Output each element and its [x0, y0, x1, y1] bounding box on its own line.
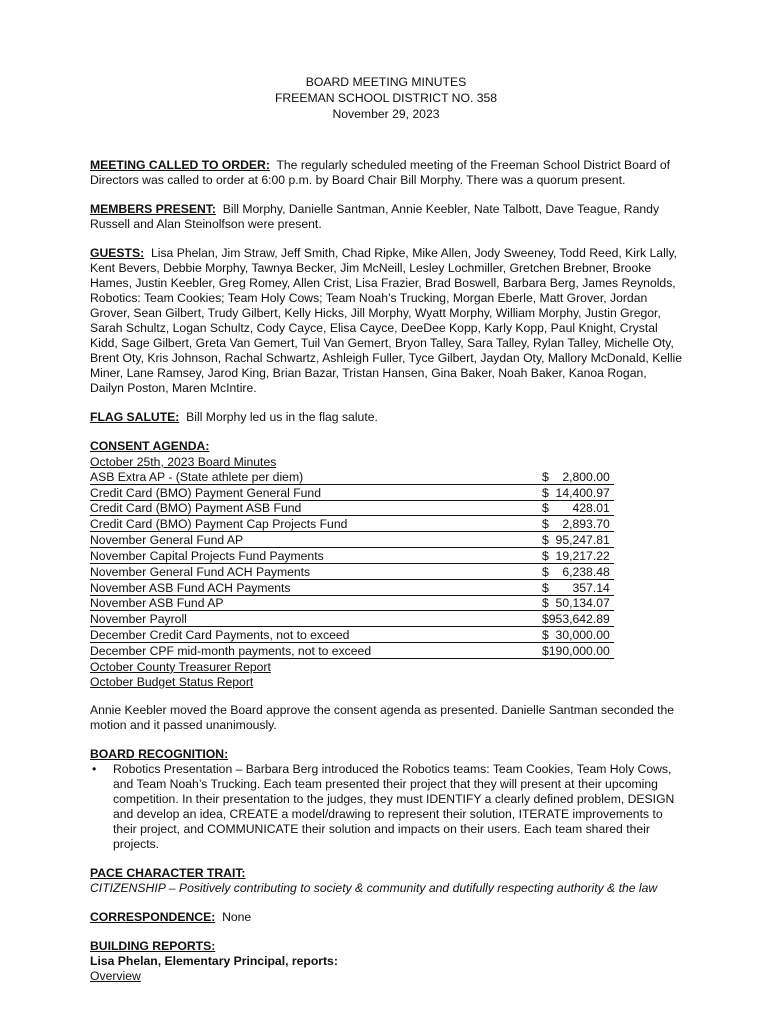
- bullet-icon: •: [92, 761, 97, 776]
- consent-item-label: October 25th, 2023 Board Minutes: [90, 454, 277, 469]
- table-row: [90, 548, 614, 564]
- table-row: [90, 516, 614, 532]
- recognition-text: Robotics Presentation – Barbara Berg introduced the Robotics teams: Team Cookies, Team Holy Cows, and Team Noah’s Trucking. Each team presented their project that they will present at their upcoming competition. In their presentation to the judges, they must IDENTIFY a clearly defined problem, DESIGN and develop an idea, CREATE a model/drawing to represent their solution, ITERATE improvements to their project, and COMMUNICATE their solution and impacts on their users. Each team shared their projects.: [113, 761, 675, 851]
- consent-agenda-table: [90, 454, 614, 689]
- consent-item-amount: $ 428.01: [542, 500, 614, 516]
- consent-item-label: November General Fund AP: [90, 532, 542, 548]
- consent-item-label: Credit Card (BMO) Payment General Fund: [90, 484, 542, 500]
- pace-trait-section: [90, 866, 682, 896]
- consent-item-amount: $ 2,893.70: [542, 516, 614, 532]
- consent-motion-text: Annie Keebler moved the Board approve the consent agenda as presented. Danielle Santman seconded the motion and it passed unanimously.: [90, 702, 675, 732]
- header-date: November 29, 2023: [332, 107, 440, 121]
- members-present-section: [90, 202, 682, 232]
- consent-item-amount: [542, 674, 614, 689]
- table-row: [90, 658, 614, 673]
- correspondence-text: None: [222, 909, 252, 924]
- consent-item-amount: $ 50,134.07: [542, 595, 614, 611]
- building-reports-subheading: Lisa Phelan, Elementary Principal, reports:: [90, 953, 338, 968]
- consent-agenda-section: [90, 439, 682, 733]
- consent-item-amount: [542, 454, 614, 469]
- called-to-order-section: [90, 158, 682, 188]
- correspondence-label: CORRESPONDENCE:: [90, 909, 216, 924]
- table-row: [90, 611, 614, 627]
- consent-item-label: November ASB Fund AP: [90, 595, 542, 611]
- consent-item-amount: $ 2,800.00: [542, 469, 614, 484]
- consent-item-amount: $ 19,217.22: [542, 548, 614, 564]
- consent-item-amount: $953,642.89: [542, 611, 614, 627]
- table-row: [90, 563, 614, 579]
- table-row: [90, 469, 614, 484]
- table-row: [90, 595, 614, 611]
- guests-text: Lisa Phelan, Jim Straw, Jeff Smith, Chad Ripke, Mike Allen, Jody Sweeney, Todd Reed, Kirk Lally, Kent Bevers, Debbie Morphy, Tawnya Becker, Jim McNeill, Lesley Lochmiller, Gretchen Brebner, Brooke Hames, Justin Keebler, Greg Romey, Allen Crist, Lisa Frazier, Brad Boswell, Barbara Berg, James Reynolds, Robotics: Team Cookies; Team Holy Cows; Team Noah’s Trucking, Morgan Eberle, Matt Grover, Jordan Grover, Sean Gilbert, Trudy Gilbert, Kelly Hicks, Jill Morphy, Wyatt Morphy, William Morphy, Justin Gregor, Sarah Schultz, Logan Schultz, Cody Cayce, Elisa Cayce, DeeDee Kopp, Karly Kopp, Paul Knight, Crystal Kidd, Sage Gilbert, Greta Van Gemert, Tuil Van Gemert, Bryon Talley, Sara Talley, Rylan Talley, Michelle Oty, Brent Oty, Kris Johnson, Rachal Schwartz, Ashleigh Fuller, Tyce Gilbert, Jaydan Oty, Mallory McDonald, Kellie Miner, Lane Ramsey, Jarod King, Brian Bazar, Tristan Hansen, Gina Baker, Noah Baker, Kanoa Rogan, Dailyn Poston, Maren McIntire.: [90, 246, 683, 395]
- table-row: [90, 454, 614, 469]
- consent-item-amount: $ 6,238.48: [542, 563, 614, 579]
- guests-label: GUESTS:: [90, 246, 145, 260]
- guests-section: [90, 246, 682, 396]
- consent-item-label: ASB Extra AP - (State athlete per diem): [90, 469, 542, 484]
- members-present-text: Bill Morphy, Danielle Santman, Annie Keebler, Nate Talbott, Dave Teague, Randy Russell and Alan Steinolfson were present.: [90, 202, 660, 231]
- consent-item-label: October County Treasurer Report: [90, 659, 271, 674]
- consent-item-amount: [542, 658, 614, 673]
- consent-item-label: December Credit Card Payments, not to exceed: [90, 627, 542, 643]
- header-district: FREEMAN SCHOOL DISTRICT NO. 358: [274, 91, 498, 105]
- building-reports-section: [90, 939, 682, 984]
- table-row: [90, 532, 614, 548]
- consent-item-label: Credit Card (BMO) Payment Cap Projects Fund: [90, 516, 542, 532]
- consent-item-label: November ASB Fund ACH Payments: [90, 579, 542, 595]
- flag-salute-label: FLAG SALUTE:: [90, 410, 180, 424]
- table-row: [90, 643, 614, 659]
- members-present-label: MEMBERS PRESENT:: [90, 202, 216, 216]
- consent-item-label: December CPF mid-month payments, not to exceed: [90, 643, 542, 659]
- consent-item-label: November Capital Projects Fund Payments: [90, 548, 542, 564]
- consent-item-amount: $ 14,400.97: [542, 484, 614, 500]
- called-to-order-label: MEETING CALLED TO ORDER:: [90, 158, 270, 172]
- consent-item-label: October Budget Status Report: [90, 674, 254, 689]
- pace-trait-label: PACE CHARACTER TRAIT:: [90, 865, 246, 880]
- table-row: [90, 484, 614, 500]
- consent-agenda-label: CONSENT AGENDA:: [90, 439, 210, 453]
- consent-item-amount: $190,000.00: [542, 643, 614, 659]
- table-row: [90, 500, 614, 516]
- consent-item-amount: $ 95,247.81: [542, 532, 614, 548]
- minutes-page: [90, 74, 682, 984]
- correspondence-section: [90, 910, 682, 925]
- table-row: [90, 627, 614, 643]
- consent-item-amount: $ 30,000.00: [542, 627, 614, 643]
- flag-salute-section: [90, 410, 682, 425]
- building-reports-overview: Overview: [90, 968, 141, 983]
- table-row: [90, 674, 614, 689]
- building-reports-label: BUILDING REPORTS:: [90, 938, 216, 953]
- board-recognition-label: BOARD RECOGNITION:: [90, 746, 229, 761]
- list-item: [90, 762, 682, 852]
- board-recognition-section: [90, 747, 682, 852]
- consent-item-amount: $ 357.14: [542, 579, 614, 595]
- flag-salute-text: Bill Morphy led us in the flag salute.: [186, 410, 378, 424]
- header-title: BOARD MEETING MINUTES: [305, 75, 467, 89]
- consent-item-label: Credit Card (BMO) Payment ASB Fund: [90, 500, 542, 516]
- called-to-order-text: The regularly scheduled meeting of the Freeman School District Board of Directors was called to order at 6:00 p.m. by Board Chair Bill Morphy. There was a quorum present.: [90, 158, 671, 187]
- pace-trait-text: CITIZENSHIP – Positively contributing to society & community and dutifully respecting authority & the law: [90, 880, 658, 895]
- consent-item-label: November Payroll: [90, 611, 542, 627]
- board-recognition-list: [90, 762, 682, 852]
- document-header: [90, 74, 682, 122]
- table-row: [90, 579, 614, 595]
- consent-item-label: November General Fund ACH Payments: [90, 563, 542, 579]
